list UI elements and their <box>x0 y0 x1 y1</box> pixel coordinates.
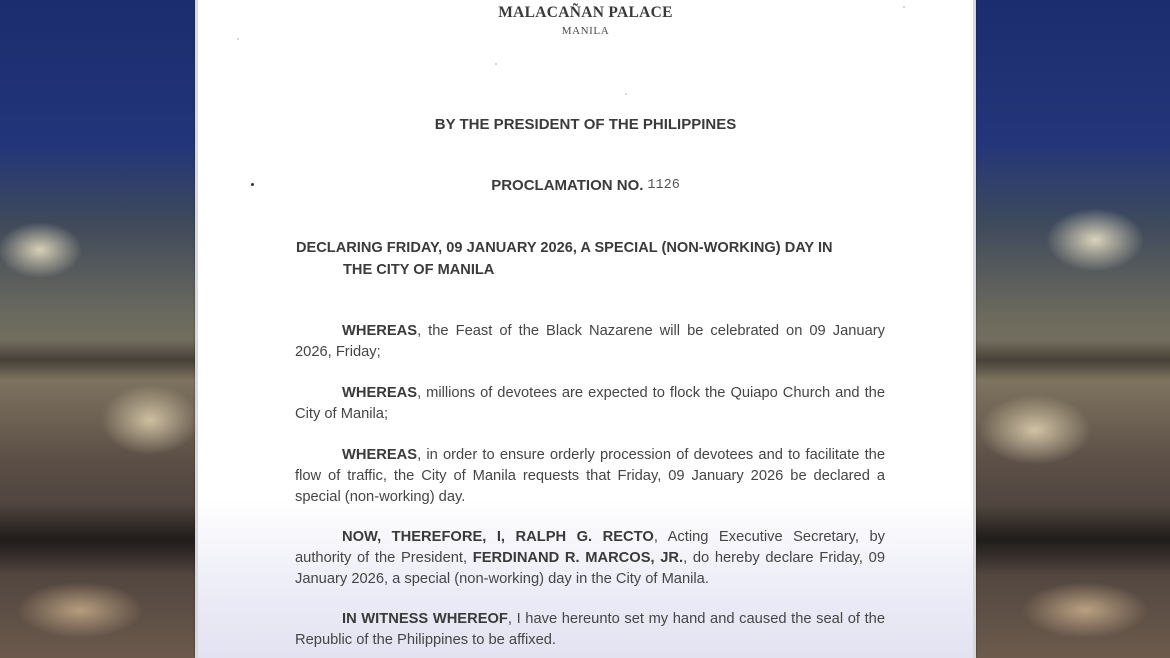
whereas-paragraph-3 <box>295 445 885 507</box>
proclamation-label: PROCLAMATION NO. <box>491 177 644 194</box>
letterhead-palace: MALACAÑAN PALACE <box>498 4 673 21</box>
paragraph-text-a: , Acting Executive Secretary, by authority of the President, <box>295 529 885 566</box>
title-line-2: THE CITY OF MANILA <box>343 261 495 278</box>
document-title <box>296 238 886 281</box>
paragraph-lead: WHEREAS <box>342 447 418 463</box>
paragraph-lead: WHEREAS <box>342 323 418 339</box>
paragraph-text: , the Feast of the Black Nazarene will be celebrated on 09 January 2026, Friday; <box>295 323 885 360</box>
proclamation-number: 1126 <box>647 178 680 193</box>
proclamation-heading <box>195 177 976 194</box>
paragraph-lead: IN WITNESS WHEREOF <box>342 611 508 627</box>
paragraph-text: , millions of devotees are expected to flock the Quiapo Church and the City of Manila; <box>295 385 885 422</box>
declaration-paragraph <box>295 527 885 589</box>
paragraph-lead: WHEREAS <box>342 385 418 401</box>
background-right <box>975 0 1170 658</box>
whereas-paragraph-1 <box>295 321 885 363</box>
issuing-authority: BY THE PRESIDENT OF THE PHILIPPINES <box>434 116 737 133</box>
paragraph-text: , I have hereunto set my hand and caused the seal of the Republic of the Philippines to be affixed. <box>295 611 886 648</box>
background-left <box>0 0 195 658</box>
letterhead-city: MANILA <box>561 25 610 37</box>
witness-paragraph <box>295 609 885 651</box>
whereas-paragraph-2 <box>295 383 885 425</box>
title-line-1: DECLARING FRIDAY, 09 JANUARY 2026, A SPECIAL (NON-WORKING) DAY IN <box>296 240 833 256</box>
paragraph-text: , in order to ensure orderly procession of devotees and to facilitate the flow of traffic, the City of Manila requests that Friday, 09 January 2026 be declared a special (non-working) day. <box>295 447 885 505</box>
paragraph-lead: NOW, THEREFORE, I, RALPH G. RECTO <box>342 529 654 545</box>
page-edge-left <box>195 0 198 658</box>
president-name: FERDINAND R. MARCOS, JR. <box>472 549 684 566</box>
paragraph-text-b: , do hereby declare Friday, 09 January 2026, a special (non-working) day in the City of Manila. <box>295 549 886 587</box>
page-edge-right <box>973 0 976 658</box>
proclamation-document <box>195 0 976 658</box>
